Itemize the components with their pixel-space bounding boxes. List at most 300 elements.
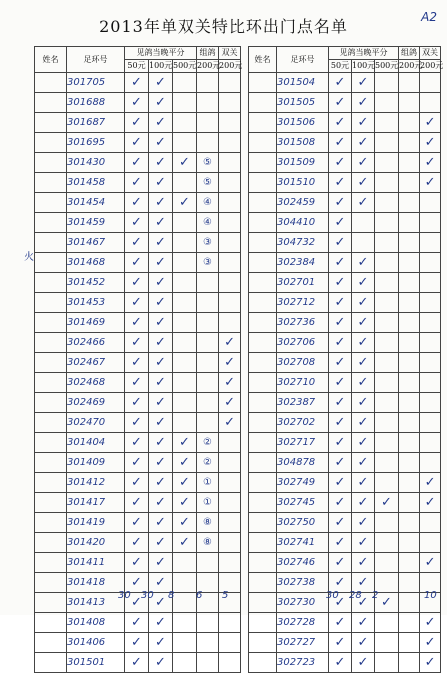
group-number-cell xyxy=(399,513,420,533)
table-row xyxy=(249,453,441,473)
check-cell: ✓ xyxy=(352,193,375,213)
group-number-cell: ① xyxy=(197,473,219,493)
check-cell: ✓ xyxy=(149,93,173,113)
check-cell: ✓ xyxy=(329,253,352,273)
table-row xyxy=(249,353,441,373)
check-cell: ✓ xyxy=(329,313,352,333)
table-row xyxy=(249,653,441,673)
table-row xyxy=(35,473,241,493)
group-number-cell xyxy=(399,593,420,613)
check-cell: ✓ xyxy=(352,653,375,673)
group-number-cell xyxy=(399,453,420,473)
check-cell xyxy=(375,253,399,273)
table-row xyxy=(249,573,441,593)
check-cell: ✓ xyxy=(352,493,375,513)
name-cell xyxy=(249,633,277,653)
check-cell xyxy=(375,313,399,333)
check-cell xyxy=(219,193,241,213)
check-cell xyxy=(219,653,241,673)
check-cell: ✓ xyxy=(149,493,173,513)
check-cell xyxy=(420,533,441,553)
sub-header-50: 50元 xyxy=(125,60,149,73)
check-cell: ✓ xyxy=(125,153,149,173)
name-cell xyxy=(249,313,277,333)
check-cell: ✓ xyxy=(329,113,352,133)
group-number-cell xyxy=(399,653,420,673)
check-cell: ✓ xyxy=(173,493,197,513)
table-row xyxy=(249,533,441,553)
check-cell xyxy=(352,233,375,253)
check-cell xyxy=(420,73,441,93)
check-cell: ✓ xyxy=(329,413,352,433)
group-number-cell xyxy=(197,353,219,373)
name-cell xyxy=(249,173,277,193)
check-cell: ✓ xyxy=(420,613,441,633)
table-row xyxy=(249,113,441,133)
ring-number-cell: 301453 xyxy=(67,293,125,313)
name-cell xyxy=(35,253,67,273)
name-cell xyxy=(35,153,67,173)
table-row xyxy=(35,293,241,313)
check-cell: ✓ xyxy=(329,513,352,533)
check-cell: ✓ xyxy=(329,213,352,233)
table-row xyxy=(35,313,241,333)
check-cell: ✓ xyxy=(173,453,197,473)
group-number-cell xyxy=(399,493,420,513)
check-cell xyxy=(173,373,197,393)
check-cell xyxy=(173,653,197,673)
check-cell xyxy=(420,213,441,233)
name-cell xyxy=(249,433,277,453)
table-row xyxy=(249,493,441,513)
check-cell xyxy=(420,313,441,333)
check-cell: ✓ xyxy=(329,433,352,453)
table-row xyxy=(35,233,241,253)
check-cell: ✓ xyxy=(420,633,441,653)
check-cell xyxy=(219,93,241,113)
ring-number-cell: 302736 xyxy=(277,313,329,333)
check-cell: ✓ xyxy=(352,593,375,613)
col-group3-header: 双关 xyxy=(420,47,441,60)
name-cell xyxy=(249,193,277,213)
check-cell xyxy=(219,453,241,473)
col-name-header: 姓名 xyxy=(35,47,67,73)
check-cell xyxy=(420,373,441,393)
check-cell: ✓ xyxy=(149,513,173,533)
check-cell xyxy=(375,433,399,453)
group-number-cell: ④ xyxy=(197,213,219,233)
check-cell xyxy=(173,213,197,233)
ring-number-cell: 301406 xyxy=(67,633,125,653)
check-cell: ✓ xyxy=(219,393,241,413)
table-row xyxy=(35,573,241,593)
total-value: 5 xyxy=(222,590,229,601)
check-cell: ✓ xyxy=(125,133,149,153)
check-cell: ✓ xyxy=(125,113,149,133)
group-number-cell xyxy=(399,433,420,453)
table-row xyxy=(249,293,441,313)
check-cell: ✓ xyxy=(125,453,149,473)
ring-number-cell: 302470 xyxy=(67,413,125,433)
check-cell xyxy=(219,613,241,633)
ring-number-cell: 301705 xyxy=(67,73,125,93)
check-cell: ✓ xyxy=(352,553,375,573)
check-cell: ✓ xyxy=(125,373,149,393)
table-row xyxy=(35,593,241,613)
ring-number-cell: 302712 xyxy=(277,293,329,313)
check-cell xyxy=(173,293,197,313)
ring-number-cell: 301413 xyxy=(67,593,125,613)
group-number-cell xyxy=(399,93,420,113)
check-cell: ✓ xyxy=(149,653,173,673)
table-row xyxy=(35,653,241,673)
name-cell xyxy=(249,573,277,593)
check-cell xyxy=(219,473,241,493)
page-title: 2013年单双关特比环出门点名单 xyxy=(99,17,348,36)
group-number-cell xyxy=(399,233,420,253)
table-row xyxy=(35,553,241,573)
check-cell: ✓ xyxy=(149,153,173,173)
check-cell xyxy=(375,213,399,233)
check-cell: ✓ xyxy=(149,133,173,153)
check-cell xyxy=(375,533,399,553)
check-cell xyxy=(219,553,241,573)
table-row xyxy=(249,333,441,353)
name-cell xyxy=(249,213,277,233)
name-cell xyxy=(35,593,67,613)
ring-number-cell: 302727 xyxy=(277,633,329,653)
check-cell: ✓ xyxy=(125,473,149,493)
col-group1-header: 见鸽当晚平分 xyxy=(125,47,197,60)
check-cell: ✓ xyxy=(173,433,197,453)
name-cell xyxy=(35,513,67,533)
table-row xyxy=(249,153,441,173)
check-cell: ✓ xyxy=(329,393,352,413)
name-cell xyxy=(35,213,67,233)
ring-number-cell: 301420 xyxy=(67,533,125,553)
ring-number-cell: 301510 xyxy=(277,173,329,193)
group-number-cell xyxy=(399,553,420,573)
group-number-cell xyxy=(399,113,420,133)
check-cell xyxy=(420,393,441,413)
check-cell: ✓ xyxy=(329,93,352,113)
col-group1-header: 见鸽当晚平分 xyxy=(329,47,399,60)
check-cell: ✓ xyxy=(149,473,173,493)
table-row xyxy=(35,373,241,393)
ring-number-cell: 302750 xyxy=(277,513,329,533)
name-cell xyxy=(35,633,67,653)
check-cell: ✓ xyxy=(420,493,441,513)
check-cell: ✓ xyxy=(352,473,375,493)
check-cell: ✓ xyxy=(352,513,375,533)
check-cell: ✓ xyxy=(352,253,375,273)
check-cell: ✓ xyxy=(375,593,399,613)
table-row xyxy=(35,113,241,133)
name-cell xyxy=(249,93,277,113)
check-cell: ✓ xyxy=(329,473,352,493)
group-number-cell xyxy=(197,273,219,293)
check-cell xyxy=(219,253,241,273)
check-cell: ✓ xyxy=(173,533,197,553)
check-cell: ✓ xyxy=(149,533,173,553)
check-cell xyxy=(219,233,241,253)
sub-header-200a: 200元 xyxy=(399,60,420,73)
ring-number-cell: 301509 xyxy=(277,153,329,173)
table-row xyxy=(35,253,241,273)
total-value: 6 xyxy=(196,590,203,601)
name-cell xyxy=(35,533,67,553)
name-cell xyxy=(249,393,277,413)
table-row xyxy=(249,393,441,413)
check-cell xyxy=(173,113,197,133)
table-row xyxy=(35,193,241,213)
check-cell xyxy=(375,153,399,173)
check-cell: ✓ xyxy=(125,593,149,613)
check-cell: ✓ xyxy=(149,173,173,193)
name-cell xyxy=(249,253,277,273)
name-cell xyxy=(35,73,67,93)
group-number-cell xyxy=(399,133,420,153)
name-cell xyxy=(35,653,67,673)
group-number-cell: ⑧ xyxy=(197,533,219,553)
table-row xyxy=(249,553,441,573)
total-value: 8 xyxy=(168,590,175,601)
name-cell xyxy=(249,353,277,373)
ring-number-cell: 302469 xyxy=(67,393,125,413)
check-cell xyxy=(219,513,241,533)
table-row xyxy=(249,613,441,633)
table-row xyxy=(249,413,441,433)
group-number-cell xyxy=(197,633,219,653)
table-row xyxy=(35,333,241,353)
group-number-cell xyxy=(399,473,420,493)
group-number-cell: ③ xyxy=(197,233,219,253)
group-number-cell xyxy=(399,573,420,593)
check-cell xyxy=(420,253,441,273)
check-cell xyxy=(173,133,197,153)
check-cell xyxy=(420,193,441,213)
check-cell xyxy=(375,513,399,533)
ring-number-cell: 301468 xyxy=(67,253,125,273)
check-cell: ✓ xyxy=(149,453,173,473)
name-cell xyxy=(35,113,67,133)
total-value: 30 xyxy=(118,590,131,601)
check-cell: ✓ xyxy=(149,613,173,633)
ring-number-cell: 301412 xyxy=(67,473,125,493)
table-row xyxy=(249,253,441,273)
ring-number-cell: 302466 xyxy=(67,333,125,353)
ring-number-cell: 302749 xyxy=(277,473,329,493)
name-cell xyxy=(249,373,277,393)
check-cell: ✓ xyxy=(219,333,241,353)
check-cell: ✓ xyxy=(149,573,173,593)
name-cell xyxy=(249,513,277,533)
table-row xyxy=(35,453,241,473)
name-cell xyxy=(35,393,67,413)
total-value: 30 xyxy=(141,590,154,601)
check-cell: ✓ xyxy=(149,413,173,433)
ring-number-cell: 301504 xyxy=(277,73,329,93)
group-number-cell xyxy=(399,193,420,213)
table-row xyxy=(35,173,241,193)
group-number-cell xyxy=(399,293,420,313)
check-cell: ✓ xyxy=(149,73,173,93)
group-number-cell xyxy=(197,393,219,413)
check-cell: ✓ xyxy=(329,573,352,593)
check-cell: ✓ xyxy=(149,273,173,293)
check-cell: ✓ xyxy=(352,93,375,113)
check-cell xyxy=(375,233,399,253)
col-group2-header: 组鸽 xyxy=(399,47,420,60)
table-row xyxy=(249,433,441,453)
table-row xyxy=(35,413,241,433)
ring-number-cell: 301458 xyxy=(67,173,125,193)
table-row xyxy=(35,73,241,93)
ring-number-cell: 301452 xyxy=(67,273,125,293)
table-row xyxy=(249,133,441,153)
check-cell: ✓ xyxy=(219,373,241,393)
check-cell xyxy=(375,473,399,493)
right-roster-table xyxy=(248,46,444,673)
group-number-cell xyxy=(399,313,420,333)
check-cell: ✓ xyxy=(329,633,352,653)
check-cell: ✓ xyxy=(149,113,173,133)
check-cell: ✓ xyxy=(329,593,352,613)
ring-number-cell: 302741 xyxy=(277,533,329,553)
name-cell xyxy=(249,473,277,493)
group-number-cell xyxy=(197,133,219,153)
check-cell: ✓ xyxy=(352,273,375,293)
group-number-cell xyxy=(399,393,420,413)
check-cell xyxy=(375,613,399,633)
table-row xyxy=(35,213,241,233)
ring-number-cell: 302730 xyxy=(277,593,329,613)
check-cell xyxy=(219,313,241,333)
check-cell: ✓ xyxy=(173,193,197,213)
name-cell xyxy=(35,133,67,153)
ring-number-cell: 301467 xyxy=(67,233,125,253)
name-cell xyxy=(249,73,277,93)
check-cell: ✓ xyxy=(149,393,173,413)
check-cell: ✓ xyxy=(173,473,197,493)
check-cell: ✓ xyxy=(149,233,173,253)
check-cell: ✓ xyxy=(352,453,375,473)
ring-number-cell: 302467 xyxy=(67,353,125,373)
check-cell xyxy=(375,373,399,393)
check-cell: ✓ xyxy=(173,513,197,533)
check-cell: ✓ xyxy=(420,113,441,133)
name-cell xyxy=(35,193,67,213)
ring-number-cell: 301459 xyxy=(67,213,125,233)
ring-number-cell: 301469 xyxy=(67,313,125,333)
name-cell xyxy=(35,433,67,453)
check-cell xyxy=(219,133,241,153)
check-cell xyxy=(375,333,399,353)
check-cell xyxy=(375,633,399,653)
check-cell xyxy=(420,413,441,433)
check-cell xyxy=(375,393,399,413)
table-row xyxy=(35,633,241,653)
check-cell: ✓ xyxy=(125,413,149,433)
ring-number-cell: 302745 xyxy=(277,493,329,513)
ring-number-cell: 302738 xyxy=(277,573,329,593)
check-cell xyxy=(375,453,399,473)
check-cell xyxy=(375,173,399,193)
group-number-cell xyxy=(197,553,219,573)
check-cell: ✓ xyxy=(149,193,173,213)
table-row xyxy=(249,173,441,193)
name-cell xyxy=(35,293,67,313)
check-cell: ✓ xyxy=(329,493,352,513)
group-number-cell xyxy=(197,93,219,113)
check-cell: ✓ xyxy=(352,413,375,433)
table-row xyxy=(249,633,441,653)
check-cell: ✓ xyxy=(329,653,352,673)
name-cell xyxy=(35,93,67,113)
group-number-cell xyxy=(399,333,420,353)
table-row xyxy=(249,193,441,213)
check-cell: ✓ xyxy=(420,133,441,153)
group-number-cell: ① xyxy=(197,493,219,513)
group-number-cell xyxy=(197,313,219,333)
check-cell xyxy=(173,93,197,113)
check-cell xyxy=(420,93,441,113)
check-cell: ✓ xyxy=(125,633,149,653)
total-value: 10 xyxy=(424,590,437,601)
check-cell xyxy=(219,293,241,313)
check-cell: ✓ xyxy=(352,333,375,353)
ring-number-cell: 301501 xyxy=(67,653,125,673)
check-cell: ✓ xyxy=(329,333,352,353)
check-cell: ✓ xyxy=(125,333,149,353)
group-number-cell xyxy=(197,613,219,633)
table-row xyxy=(35,133,241,153)
check-cell: ✓ xyxy=(352,153,375,173)
table-row xyxy=(35,513,241,533)
check-cell: ✓ xyxy=(420,173,441,193)
sub-header-200b: 200元 xyxy=(219,60,241,73)
check-cell xyxy=(173,413,197,433)
check-cell: ✓ xyxy=(125,653,149,673)
name-cell xyxy=(35,273,67,293)
check-cell xyxy=(375,193,399,213)
group-number-cell: ⑤ xyxy=(197,153,219,173)
check-cell xyxy=(219,533,241,553)
ring-number-cell: 302723 xyxy=(277,653,329,673)
check-cell: ✓ xyxy=(149,633,173,653)
check-cell: ✓ xyxy=(352,613,375,633)
check-cell xyxy=(375,293,399,313)
name-cell xyxy=(249,553,277,573)
col-group2-header: 组鸽 xyxy=(197,47,219,60)
table-row xyxy=(249,373,441,393)
check-cell xyxy=(173,613,197,633)
name-cell xyxy=(249,533,277,553)
check-cell: ✓ xyxy=(125,273,149,293)
check-cell: ✓ xyxy=(329,73,352,93)
sub-header-200a: 200元 xyxy=(197,60,219,73)
sub-header-100: 100元 xyxy=(149,60,173,73)
check-cell: ✓ xyxy=(329,373,352,393)
sub-header-500: 500元 xyxy=(173,60,197,73)
check-cell xyxy=(219,153,241,173)
check-cell: ✓ xyxy=(125,533,149,553)
name-cell xyxy=(35,613,67,633)
ring-number-cell: 301408 xyxy=(67,613,125,633)
check-cell: ✓ xyxy=(125,313,149,333)
table-row xyxy=(35,393,241,413)
group-number-cell xyxy=(197,113,219,133)
